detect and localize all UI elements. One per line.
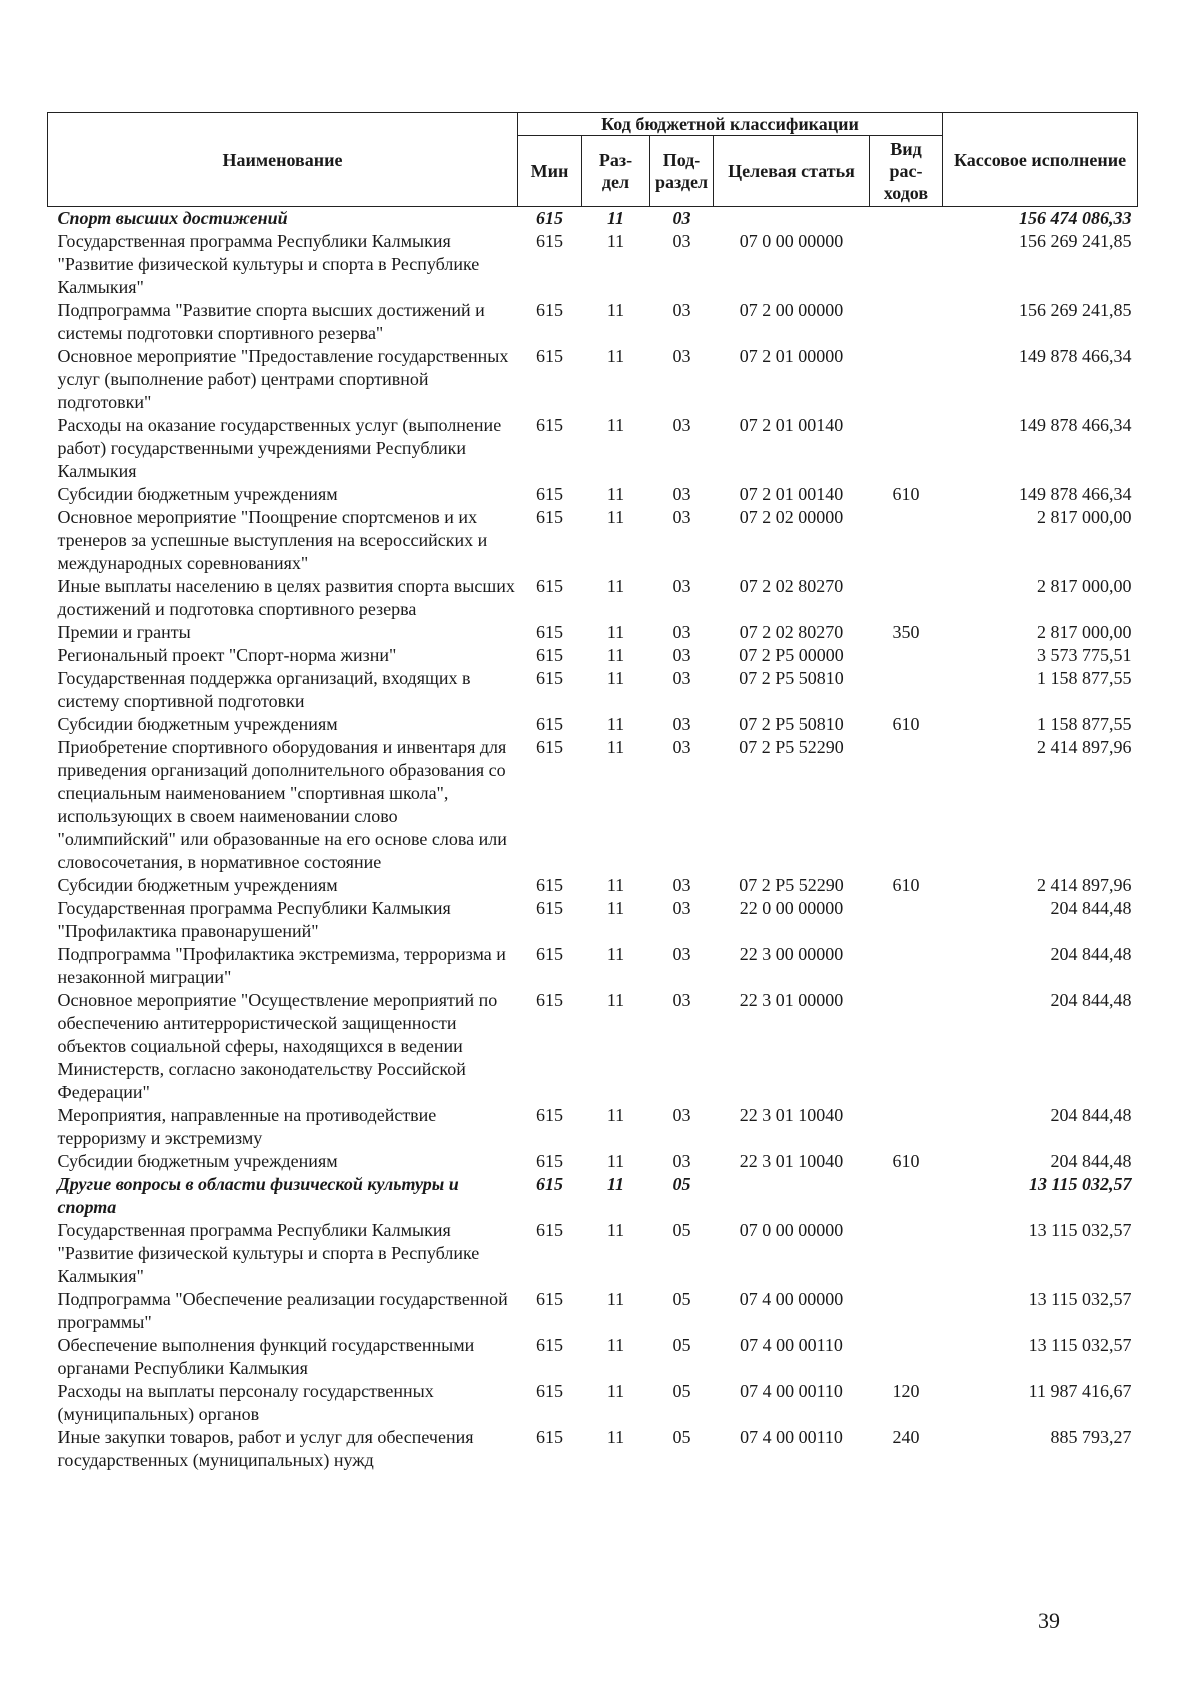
- row-min: 615: [536, 415, 563, 435]
- row-name: Расходы на оказание государственных услуг (выполнение работ) государственными учреждениями Республики Калмыкия: [57, 415, 502, 481]
- row-name: Спорт высших достижений: [48, 207, 518, 231]
- row-subsection: 03: [650, 207, 714, 231]
- row-subsection: 03: [672, 415, 691, 435]
- row-min: 615: [536, 898, 563, 918]
- row-subsection: 03: [672, 346, 691, 366]
- table-row: [48, 345, 1138, 414]
- row-expense-type: [870, 345, 943, 414]
- row-section: 11: [606, 415, 625, 435]
- row-amount: 13 115 032,57: [1028, 1335, 1132, 1355]
- row-target-article: 07 2 01 00140: [739, 484, 844, 504]
- row-subsection: 05: [672, 1381, 691, 1401]
- row-subsection: 03: [672, 622, 691, 642]
- row-amount: 149 878 466,34: [1019, 346, 1132, 366]
- header-cash-execution: Кассовое исполнение: [943, 113, 1138, 207]
- row-section: 11: [606, 898, 625, 918]
- table-row: [48, 1173, 1138, 1219]
- row-target-article: 07 2 01 00000: [739, 346, 844, 366]
- row-min: 615: [536, 668, 563, 688]
- table-row: [48, 667, 1138, 713]
- row-min: 615: [536, 231, 563, 251]
- row-target-article: 07 2 02 80270: [739, 622, 844, 642]
- row-target-article: 07 0 00 00000: [739, 231, 844, 251]
- row-amount: 2 817 000,00: [1037, 622, 1132, 642]
- row-amount: 149 878 466,34: [1019, 484, 1132, 504]
- row-amount: 156 269 241,85: [1019, 300, 1132, 320]
- table-row: [48, 736, 1138, 874]
- row-target-article: 07 0 00 00000: [739, 1220, 844, 1240]
- row-amount: 13 115 032,57: [1028, 1220, 1132, 1240]
- row-target-article: 22 3 00 00000: [739, 944, 844, 964]
- row-section: 11: [606, 645, 625, 665]
- table-row: [48, 713, 1138, 736]
- row-section: 11: [606, 484, 625, 504]
- row-amount: 2 817 000,00: [1037, 507, 1132, 527]
- row-expense-type: 610: [892, 484, 920, 504]
- row-target-article: 07 2 P5 52290: [739, 875, 844, 895]
- row-target-article: 07 4 00 00110: [740, 1427, 843, 1447]
- table-row: [48, 230, 1138, 299]
- header-name: Наименование: [48, 113, 518, 207]
- page-number: 39: [1038, 1608, 1060, 1633]
- row-amount: 204 844,48: [1050, 990, 1132, 1010]
- header-expense-type: Вид рас- ходов: [870, 136, 943, 207]
- row-subsection: 03: [672, 668, 691, 688]
- row-expense-type: [870, 1173, 943, 1219]
- row-expense-type: 610: [892, 875, 920, 895]
- row-min: 615: [536, 1335, 563, 1355]
- row-amount: 2 817 000,00: [1037, 576, 1132, 596]
- row-section: 11: [606, 990, 625, 1010]
- row-expense-type: 120: [892, 1381, 920, 1401]
- row-subsection: 05: [672, 1335, 691, 1355]
- row-name: Государственная программа Республики Калмыкия "Развитие физической культуры и спорта в Республике Калмыкия": [57, 1220, 480, 1286]
- row-subsection: 05: [672, 1427, 691, 1447]
- row-name: Региональный проект "Спорт-норма жизни": [57, 645, 397, 665]
- row-expense-type: [870, 506, 943, 575]
- row-amount: 1 158 877,55: [1037, 668, 1132, 688]
- row-min: 615: [536, 944, 563, 964]
- row-target-article: 07 2 P5 50810: [739, 714, 844, 734]
- row-expense-type: 350: [892, 622, 920, 642]
- row-expense-type: [870, 943, 943, 989]
- row-target-article: 22 3 01 10040: [739, 1151, 844, 1171]
- row-expense-type: [870, 989, 943, 1104]
- row-name: Подпрограмма "Обеспечение реализации государственной программы": [57, 1289, 508, 1332]
- row-subsection: 03: [672, 990, 691, 1010]
- row-name: Другие вопросы в области физической культуры и спорта: [57, 1174, 459, 1217]
- row-amount: 11 987 416,67: [1028, 1381, 1132, 1401]
- row-amount: 204 844,48: [1050, 1151, 1132, 1171]
- row-subsection: 03: [672, 1105, 691, 1125]
- row-min: 615: [536, 484, 563, 504]
- row-expense-type: [870, 1219, 943, 1288]
- row-min: 615: [536, 576, 563, 596]
- row-amount: 156 474 086,33: [943, 207, 1138, 231]
- row-target-article: 07 2 02 00000: [739, 507, 844, 527]
- row-section: 11: [606, 1220, 625, 1240]
- row-min: 615: [536, 346, 563, 366]
- row-min: 615: [536, 507, 563, 527]
- row-name: Основное мероприятие "Осуществление мероприятий по обеспечению антитеррористической защищенности объектов социальной сферы, находящихся в ведении Министерств, согласно законодательству Российской Федерации": [57, 990, 498, 1102]
- table-row: [48, 414, 1138, 483]
- row-min: 615: [536, 1151, 563, 1171]
- row-subsection: 03: [672, 484, 691, 504]
- table-row: [48, 299, 1138, 345]
- row-min: 615: [536, 1174, 563, 1194]
- row-amount: 2 414 897,96: [1037, 737, 1132, 757]
- row-name: Основное мероприятие "Поощрение спортсменов и их тренеров за успешные выступления на всероссийских и международных соревнованиях": [57, 507, 488, 573]
- row-target-article: 22 3 01 00000: [739, 990, 844, 1010]
- row-section: 11: [606, 737, 625, 757]
- row-name: Подпрограмма "Развитие спорта высших достижений и системы подготовки спортивного резерва": [57, 300, 485, 343]
- header-section: Раз- дел: [582, 136, 650, 207]
- row-expense-type: [870, 644, 943, 667]
- row-min: 615: [536, 645, 563, 665]
- row-amount: 204 844,48: [1050, 1105, 1132, 1125]
- row-expense-type: [870, 667, 943, 713]
- row-expense-type: 610: [892, 714, 920, 734]
- row-subsection: 03: [672, 944, 691, 964]
- row-subsection: 03: [672, 231, 691, 251]
- row-min: 615: [536, 1289, 563, 1309]
- table-row: [48, 644, 1138, 667]
- table-row: [48, 1150, 1138, 1173]
- table-row: [48, 989, 1138, 1104]
- row-min: 615: [536, 300, 563, 320]
- row-section: 11: [606, 231, 625, 251]
- row-expense-type: [870, 897, 943, 943]
- row-min: 615: [536, 737, 563, 757]
- table-row: [48, 897, 1138, 943]
- row-name: Субсидии бюджетным учреждениям: [57, 714, 338, 734]
- row-amount: 204 844,48: [1050, 944, 1132, 964]
- table-row: [48, 1426, 1138, 1472]
- table-row: [48, 1380, 1138, 1426]
- row-subsection: 03: [672, 875, 691, 895]
- row-min: 615: [536, 622, 563, 642]
- row-amount: 1 158 877,55: [1037, 714, 1132, 734]
- row-min: 615: [536, 714, 563, 734]
- budget-report-page: [47, 112, 1137, 1472]
- row-subsection: 03: [672, 576, 691, 596]
- row-amount: 885 793,27: [1050, 1427, 1132, 1447]
- row-target-article: 07 4 00 00110: [740, 1381, 843, 1401]
- row-subsection: 03: [672, 300, 691, 320]
- row-amount: 13 115 032,57: [1028, 1174, 1132, 1194]
- row-subsection: 03: [672, 1151, 691, 1171]
- row-subsection: 03: [672, 507, 691, 527]
- table-row: [48, 1104, 1138, 1150]
- row-expense-type: [870, 230, 943, 299]
- row-name: Подпрограмма "Профилактика экстремизма, терроризма и незаконной миграции": [57, 944, 506, 987]
- row-section: 11: [606, 668, 625, 688]
- row-section: 11: [606, 1174, 624, 1194]
- row-expense-type: 240: [892, 1427, 920, 1447]
- row-name: Субсидии бюджетным учреждениям: [57, 875, 338, 895]
- row-min: 615: [536, 990, 563, 1010]
- row-subsection: 05: [672, 1174, 691, 1194]
- row-amount: 156 269 241,85: [1019, 231, 1132, 251]
- table-row: [48, 621, 1138, 644]
- table-body: [48, 207, 1138, 1473]
- row-expense-type: [870, 1288, 943, 1334]
- row-expense-type: [870, 1334, 943, 1380]
- row-section: 11: [606, 507, 625, 527]
- row-target-article: 07 2 P5 00000: [739, 645, 844, 665]
- row-target-article: 07 4 00 00000: [739, 1289, 844, 1309]
- table-row: [48, 207, 1138, 231]
- row-subsection: 03: [672, 898, 691, 918]
- row-section: 11: [606, 1289, 625, 1309]
- row-name: Мероприятия, направленные на противодействие терроризму и экстремизму: [57, 1105, 437, 1148]
- row-name: Приобретение спортивного оборудования и инвентаря для приведения организаций дополнительного образования со специальным наименованием "спортивная школа", использующих в своем наименовании слово "олимпийский" или образованные на его основе слова или словосочетания, в нормативное состояние: [57, 737, 507, 872]
- row-name: Субсидии бюджетным учреждениям: [57, 484, 338, 504]
- budget-table: [47, 112, 1138, 1472]
- row-name: Государственная поддержка организаций, входящих в систему спортивной подготовки: [57, 668, 471, 711]
- table-row: [48, 506, 1138, 575]
- row-min: 615: [536, 875, 563, 895]
- row-subsection: 05: [672, 1289, 691, 1309]
- row-name: Расходы на выплаты персоналу государственных (муниципальных) органов: [57, 1381, 434, 1424]
- header-target-article: Целевая статья: [714, 136, 870, 207]
- row-min: 615: [536, 1220, 563, 1240]
- header-subsection: Под- раздел: [650, 136, 714, 207]
- row-section: 11: [606, 875, 625, 895]
- table-row: [48, 483, 1138, 506]
- row-amount: 3 573 775,51: [1037, 645, 1132, 665]
- table-row: [48, 575, 1138, 621]
- row-section: 11: [582, 207, 650, 231]
- row-section: 11: [606, 576, 625, 596]
- row-min: 615: [518, 207, 582, 231]
- row-section: 11: [606, 1427, 625, 1447]
- row-min: 615: [536, 1427, 563, 1447]
- row-target-article: 07 2 00 00000: [739, 300, 844, 320]
- row-target-article: 07 2 01 00140: [739, 415, 844, 435]
- row-expense-type: [870, 736, 943, 874]
- row-target-article: [714, 1173, 870, 1219]
- row-section: 11: [606, 944, 625, 964]
- row-target-article: 22 0 00 00000: [739, 898, 844, 918]
- row-section: 11: [606, 1105, 625, 1125]
- row-section: 11: [606, 300, 625, 320]
- row-expense-type: 610: [892, 1151, 920, 1171]
- row-min: 615: [536, 1105, 563, 1125]
- row-subsection: 03: [672, 737, 691, 757]
- row-target-article: 22 3 01 10040: [739, 1105, 844, 1125]
- row-amount: 13 115 032,57: [1028, 1289, 1132, 1309]
- row-target-article: [714, 207, 870, 231]
- row-target-article: 07 2 P5 52290: [739, 737, 844, 757]
- row-name: Премии и гранты: [57, 622, 191, 642]
- row-target-article: 07 2 P5 50810: [739, 668, 844, 688]
- row-name: Иные закупки товаров, работ и услуг для обеспечения государственных (муниципальных) нужд: [57, 1427, 474, 1470]
- row-expense-type: [870, 207, 943, 231]
- row-section: 11: [606, 1335, 625, 1355]
- table-row: [48, 943, 1138, 989]
- row-expense-type: [870, 299, 943, 345]
- table-header: [48, 113, 1138, 207]
- row-target-article: 07 2 02 80270: [739, 576, 844, 596]
- row-subsection: 05: [672, 1220, 691, 1240]
- row-target-article: 07 4 00 00110: [740, 1335, 843, 1355]
- row-expense-type: [870, 1104, 943, 1150]
- row-amount: 149 878 466,34: [1019, 415, 1132, 435]
- row-subsection: 03: [672, 714, 691, 734]
- row-name: Обеспечение выполнения функций государственными органами Республики Калмыкия: [57, 1335, 475, 1378]
- row-section: 11: [606, 1381, 625, 1401]
- row-subsection: 03: [672, 645, 691, 665]
- row-min: 615: [536, 1381, 563, 1401]
- row-expense-type: [870, 414, 943, 483]
- header-classification-code: Код бюджетной классификации: [518, 113, 943, 136]
- row-amount: 2 414 897,96: [1037, 875, 1132, 895]
- table-row: [48, 1219, 1138, 1288]
- row-section: 11: [606, 1151, 625, 1171]
- row-section: 11: [606, 714, 625, 734]
- row-name: Субсидии бюджетным учреждениям: [57, 1151, 338, 1171]
- row-section: 11: [606, 346, 625, 366]
- table-row: [48, 874, 1138, 897]
- row-name: Государственная программа Республики Калмыкия "Развитие физической культуры и спорта в Республике Калмыкия": [57, 231, 480, 297]
- row-name: Государственная программа Республики Калмыкия "Профилактика правонарушений": [57, 898, 451, 941]
- table-row: [48, 1288, 1138, 1334]
- row-expense-type: [870, 575, 943, 621]
- row-name: Основное мероприятие "Предоставление государственных услуг (выполнение работ) центрами спортивной подготовки": [57, 346, 509, 412]
- row-amount: 204 844,48: [1050, 898, 1132, 918]
- row-name: Иные выплаты населению в целях развития спорта высших достижений и подготовка спортивного резерва: [57, 576, 515, 619]
- row-section: 11: [606, 622, 625, 642]
- table-row: [48, 1334, 1138, 1380]
- header-min: Мин: [518, 136, 582, 207]
